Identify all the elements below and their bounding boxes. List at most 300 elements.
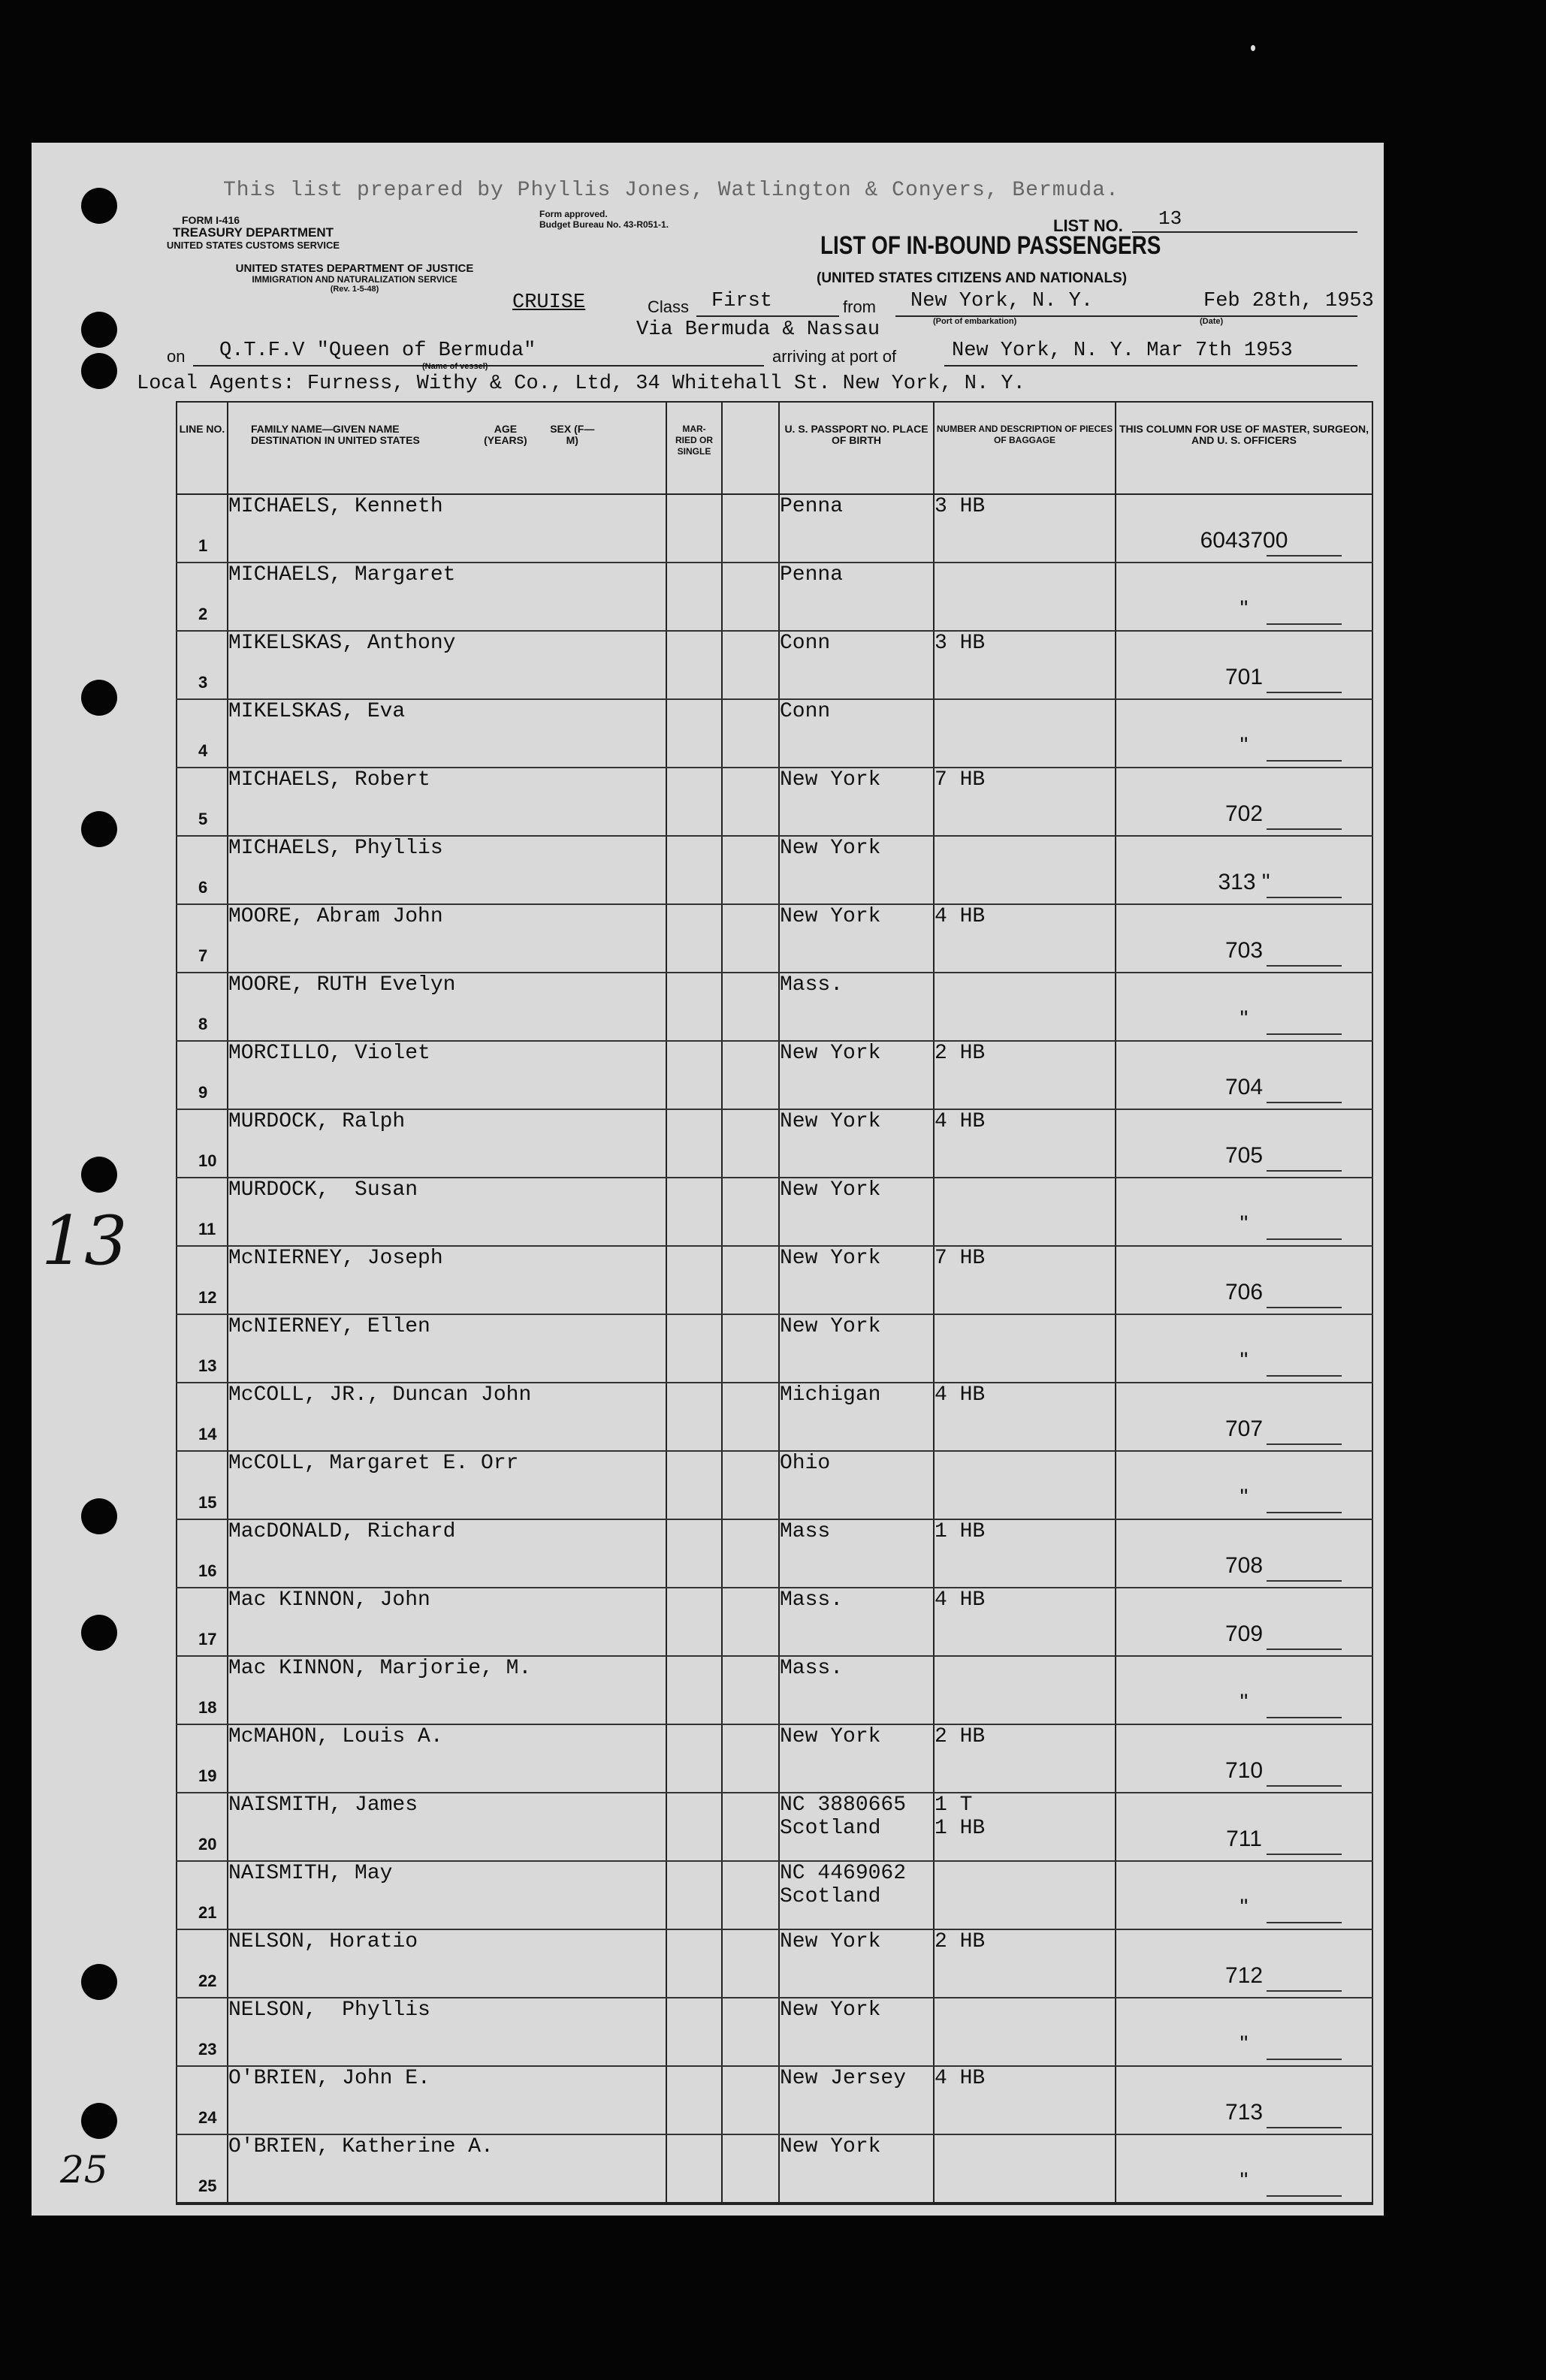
margin-list-number: 13: [41, 1202, 128, 1280]
class-value: First: [711, 290, 773, 312]
cell-place-text: Mass.: [780, 973, 844, 997]
cell-baggage-text: 1 T 1 HB: [935, 1793, 986, 1840]
cell-officer: [1116, 836, 1372, 904]
cell-line-no-text: 18: [198, 1698, 217, 1717]
cell-line-no-text: 5: [198, 810, 208, 828]
cell-place: [779, 1998, 934, 2066]
cell-officer: [1116, 1793, 1372, 1861]
cell-line-no-text: 9: [198, 1083, 208, 1102]
cell-baggage: [934, 1656, 1116, 1724]
cell-baggage: [934, 699, 1116, 768]
cell-line-no: [177, 494, 228, 563]
table-header: [177, 402, 1372, 494]
cell-name: [228, 1588, 666, 1656]
cell-line-no-text: 4: [198, 741, 208, 760]
col-line-no: LINE NO.: [177, 402, 228, 494]
cell-baggage-text: 4 HB: [935, 1110, 986, 1133]
list-no-value: 13: [1158, 207, 1182, 230]
justice-block: [174, 263, 535, 294]
cell-line-no-text: 17: [198, 1630, 217, 1649]
cell-name: [228, 1041, 666, 1109]
cell-unused: [722, 1861, 779, 1929]
cruise-label: CRUISE: [512, 291, 586, 314]
class-label: Class: [648, 297, 690, 316]
cell-line-no: [177, 1109, 228, 1178]
cell-place: [779, 836, 934, 904]
cell-name-text: Mac KINNON, Marjorie, M.: [228, 1657, 532, 1680]
cell-officer: [1116, 1109, 1372, 1178]
cell-name-text: MICHAELS, Kenneth: [228, 495, 443, 518]
from-value: New York, N. Y.: [910, 290, 1094, 312]
cell-name: [228, 1383, 666, 1451]
officer-underline: [1267, 1512, 1342, 1513]
cell-baggage: [934, 904, 1116, 973]
table-row: [177, 1861, 1372, 1929]
binder-hole: [81, 680, 117, 716]
cell-unused: [722, 563, 779, 631]
via-route: Via Bermuda & Nassau: [636, 318, 880, 341]
cell-line-no: [177, 768, 228, 836]
cell-married: [666, 1246, 722, 1314]
cell-line-no-text: 23: [198, 2040, 217, 2059]
cell-place: [779, 631, 934, 699]
officer-underline: [1267, 1922, 1342, 1923]
col-passport: U. S. PASSPORT NO. PLACE OF BIRTH: [779, 402, 934, 494]
cell-baggage-text: 4 HB: [935, 2067, 986, 2090]
cell-married: [666, 1519, 722, 1588]
officer-underline: [1267, 1102, 1342, 1103]
departure-date: Feb 28th, 1953: [1203, 290, 1374, 312]
table-row: [177, 768, 1372, 836]
cell-place: [779, 1246, 934, 1314]
col-sex-label: SEX (F—M): [550, 423, 595, 446]
cell-place-text: New York: [780, 905, 881, 928]
cell-baggage-text: 4 HB: [935, 905, 986, 928]
table-row: [177, 1929, 1372, 1998]
cell-place-text: Penna: [780, 495, 844, 518]
cell-officer: [1116, 1246, 1372, 1314]
cell-place: [779, 1109, 934, 1178]
table-row: [177, 1793, 1372, 1861]
officer-underline: [1267, 1717, 1342, 1718]
margin-bottom-number: 25: [60, 2148, 108, 2191]
cell-officer: [1116, 1588, 1372, 1656]
cell-name: [228, 1109, 666, 1178]
cell-place: [779, 1656, 934, 1724]
cell-married: [666, 1383, 722, 1451]
cell-officer: [1116, 973, 1372, 1041]
table-row: [177, 2134, 1372, 2204]
cell-name: [228, 1178, 666, 1246]
on-label: on: [167, 347, 186, 366]
cell-line-no-text: 14: [198, 1425, 217, 1443]
cell-baggage: [934, 1793, 1116, 1861]
cell-officer: [1116, 1929, 1372, 1998]
cell-place: [779, 1041, 934, 1109]
cell-married: [666, 1656, 722, 1724]
table-row: [177, 973, 1372, 1041]
binder-hole: [81, 1964, 117, 2000]
cell-married: [666, 494, 722, 563]
officer-underline: [1267, 1307, 1342, 1308]
officer-underline: [1267, 2195, 1342, 2197]
class-line: [696, 315, 839, 317]
cell-place: [779, 1519, 934, 1588]
cell-name-text: NAISMITH, James: [228, 1793, 418, 1817]
table-row: [177, 494, 1372, 563]
treasury-block: [129, 225, 377, 251]
cell-line-no: [177, 836, 228, 904]
cell-officer-text: 313 ": [1218, 870, 1270, 894]
cell-unused: [722, 1929, 779, 1998]
cell-line-no-text: 25: [198, 2176, 217, 2195]
officer-underline: [1267, 897, 1342, 898]
cell-baggage-text: 2 HB: [935, 1930, 986, 1953]
col-officers: THIS COLUMN FOR USE OF MASTER, SURGEON, AND U. S. OFFICERS: [1116, 402, 1372, 494]
binder-hole: [81, 1157, 117, 1193]
cell-married: [666, 1451, 722, 1519]
cell-officer: [1116, 1724, 1372, 1793]
cell-baggage-text: 7 HB: [935, 1247, 986, 1270]
cell-unused: [722, 631, 779, 699]
cell-name-text: NELSON, Phyllis: [228, 1998, 430, 2022]
cell-officer-text: ": [1240, 1006, 1249, 1031]
cell-baggage: [934, 836, 1116, 904]
cell-name: [228, 768, 666, 836]
budget-bureau: Budget Bureau No. 43-R051-1.: [539, 219, 669, 230]
cell-line-no-text: 16: [198, 1561, 217, 1580]
cell-baggage: [934, 1724, 1116, 1793]
table-row: [177, 699, 1372, 768]
cell-place-text: New York: [780, 768, 881, 792]
cell-baggage: [934, 1861, 1116, 1929]
cell-line-no: [177, 1519, 228, 1588]
cell-baggage-text: 4 HB: [935, 1588, 986, 1612]
binder-hole: [81, 2103, 117, 2139]
cell-name-text: MICHAELS, Robert: [228, 768, 430, 792]
cell-unused: [722, 1998, 779, 2066]
cell-place-text: Conn: [780, 700, 831, 723]
officer-underline: [1267, 623, 1342, 625]
cell-baggage-text: 3 HB: [935, 495, 986, 518]
cell-place-text: Penna: [780, 563, 844, 587]
table-body: [177, 494, 1372, 2204]
cell-line-no-text: 19: [198, 1766, 217, 1785]
cell-line-no: [177, 1041, 228, 1109]
cell-officer-text: 704: [1224, 1075, 1264, 1100]
cell-married: [666, 1998, 722, 2066]
cell-unused: [722, 1246, 779, 1314]
cell-name: [228, 2066, 666, 2134]
form-number: FORM I-416: [182, 214, 240, 226]
table-row: [177, 1383, 1372, 1451]
cell-line-no-text: 1: [198, 536, 208, 555]
cell-place: [779, 768, 934, 836]
cell-baggage: [934, 1178, 1116, 1246]
cell-officer: [1116, 1314, 1372, 1383]
cell-married: [666, 2066, 722, 2134]
cell-line-no: [177, 1998, 228, 2066]
cell-married: [666, 904, 722, 973]
cell-baggage: [934, 1383, 1116, 1451]
cell-officer: [1116, 563, 1372, 631]
cell-unused: [722, 2066, 779, 2134]
cell-place: [779, 1178, 934, 1246]
officer-underline: [1267, 1238, 1342, 1240]
cell-married: [666, 1929, 722, 1998]
treasury-dept: TREASURY DEPARTMENT: [172, 225, 334, 240]
cell-name: [228, 2134, 666, 2204]
cell-line-no: [177, 1656, 228, 1724]
cell-line-no: [177, 1724, 228, 1793]
cell-name-text: MICHAELS, Margaret: [228, 563, 456, 587]
table-row: [177, 1041, 1372, 1109]
cell-officer: [1116, 494, 1372, 563]
arriving-label: arriving at port of: [772, 347, 897, 366]
cell-officer: [1116, 1861, 1372, 1929]
cell-officer-text: 713: [1224, 2100, 1264, 2125]
passenger-table: [176, 401, 1373, 2205]
cell-place-text: New York: [780, 1315, 881, 1338]
cell-baggage: [934, 1314, 1116, 1383]
cell-unused: [722, 1793, 779, 1861]
cell-name: [228, 904, 666, 973]
cell-unused: [722, 1383, 779, 1451]
cell-name-text: NAISMITH, May: [228, 1862, 393, 1885]
table-row: [177, 1656, 1372, 1724]
cell-unused: [722, 2134, 779, 2204]
cell-officer-text: 6043700: [1200, 528, 1288, 553]
col-name: [228, 402, 666, 494]
form-subtitle: (UNITED STATES CITIZENS AND NATIONALS): [817, 270, 1128, 286]
list-no-label: LIST NO.: [1053, 216, 1123, 235]
form-approved-block: [539, 209, 669, 230]
cell-baggage-text: 2 HB: [935, 1042, 986, 1065]
cell-place: [779, 904, 934, 973]
form-approved: Form approved.: [539, 209, 608, 219]
cell-name: [228, 631, 666, 699]
col-baggage: NUMBER AND DESCRIPTION OF PIECES OF BAGGAGE: [934, 402, 1116, 494]
officer-underline: [1267, 1785, 1342, 1787]
cell-officer-text: 706: [1224, 1280, 1264, 1305]
table-row: [177, 1178, 1372, 1246]
cell-unused: [722, 1178, 779, 1246]
cell-officer-text: ": [1240, 1690, 1249, 1715]
cell-married: [666, 1041, 722, 1109]
officer-underline: [1267, 1854, 1342, 1855]
cell-line-no-text: 2: [198, 605, 208, 623]
col-married: [666, 402, 722, 494]
cell-name-text: MORCILLO, Violet: [228, 1042, 430, 1065]
cell-name: [228, 1861, 666, 1929]
cell-unused: [722, 1451, 779, 1519]
cell-officer: [1116, 904, 1372, 973]
cell-married: [666, 1178, 722, 1246]
cell-line-no-text: 10: [198, 1151, 217, 1170]
cell-place-text: New York: [780, 1178, 881, 1202]
cell-place-text: Mass.: [780, 1657, 844, 1680]
port-embarkation-label: (Port of embarkation): [933, 317, 1017, 326]
cell-officer-text: ": [1240, 2168, 1249, 2193]
cell-line-no-text: 3: [198, 673, 208, 692]
cell-name: [228, 1793, 666, 1861]
cell-place-text: Conn: [780, 632, 831, 655]
cell-married: [666, 2134, 722, 2204]
table-row: [177, 1998, 1372, 2066]
col-age-label: AGE (YEARS): [484, 423, 527, 446]
customs-service: UNITED STATES CUSTOMS SERVICE: [166, 240, 340, 251]
table-row: [177, 2066, 1372, 2134]
cell-line-no: [177, 1246, 228, 1314]
cell-line-no-text: 22: [198, 1971, 217, 1990]
table-row: [177, 1109, 1372, 1178]
cell-officer: [1116, 768, 1372, 836]
officer-underline: [1267, 1375, 1342, 1377]
cell-baggage: [934, 631, 1116, 699]
cell-name-text: MOORE, Abram John: [228, 905, 443, 928]
cell-name: [228, 699, 666, 768]
officer-underline: [1267, 555, 1342, 557]
cell-place-text: New York: [780, 1930, 881, 1953]
binder-hole: [81, 1615, 117, 1651]
cell-married: [666, 1724, 722, 1793]
cell-name: [228, 1519, 666, 1588]
cell-line-no-text: 11: [198, 1220, 216, 1238]
officer-underline: [1267, 1033, 1342, 1035]
binder-hole: [81, 188, 117, 224]
cell-officer-text: ": [1240, 733, 1249, 758]
cell-officer-text: 707: [1224, 1416, 1264, 1441]
cell-line-no-text: 13: [198, 1356, 217, 1375]
officer-underline: [1267, 692, 1342, 693]
cell-officer: [1116, 699, 1372, 768]
cell-place: [779, 1451, 934, 1519]
cell-place-text: Mass: [780, 1520, 831, 1543]
cell-line-no: [177, 699, 228, 768]
cell-married: [666, 1793, 722, 1861]
cell-unused: [722, 768, 779, 836]
cell-place: [779, 1793, 934, 1861]
cell-baggage-text: 4 HB: [935, 1383, 986, 1407]
table-row: [177, 1451, 1372, 1519]
cell-married: [666, 1314, 722, 1383]
cell-officer-text: 710: [1224, 1758, 1264, 1783]
cell-married: [666, 563, 722, 631]
table-row: [177, 836, 1372, 904]
cell-officer-text: ": [1240, 1348, 1249, 1373]
cell-officer-text: ": [1240, 1211, 1249, 1236]
cell-officer: [1116, 1451, 1372, 1519]
col-married-label: MAR-RIED OR SINGLE: [675, 424, 714, 457]
cell-officer-text: ": [1240, 2032, 1249, 2056]
cell-baggage-text: 2 HB: [935, 1725, 986, 1748]
cell-place-text: New York: [780, 1042, 881, 1065]
cell-line-no: [177, 2066, 228, 2134]
cell-line-no: [177, 1588, 228, 1656]
cell-unused: [722, 494, 779, 563]
cell-name-text: MURDOCK, Ralph: [228, 1110, 406, 1133]
cell-place: [779, 1861, 934, 1929]
cell-line-no-text: 21: [198, 1903, 217, 1922]
cell-place-text: New Jersey: [780, 2067, 907, 2090]
cell-unused: [722, 904, 779, 973]
cell-unused: [722, 699, 779, 768]
cell-place: [779, 2066, 934, 2134]
cell-officer: [1116, 1656, 1372, 1724]
cell-place: [779, 1314, 934, 1383]
cell-place-text: NC 3880665 Scotland: [780, 1793, 907, 1840]
cell-officer-text: 702: [1224, 801, 1264, 826]
cell-place-text: Mass.: [780, 1588, 844, 1612]
cell-name-text: Mac KINNON, John: [228, 1588, 430, 1612]
cell-line-no-text: 15: [198, 1493, 217, 1512]
cell-married: [666, 973, 722, 1041]
cell-unused: [722, 1519, 779, 1588]
cell-officer: [1116, 631, 1372, 699]
cell-baggage: [934, 1109, 1116, 1178]
cell-place-text: New York: [780, 1110, 881, 1133]
cell-officer-text: ": [1240, 1895, 1249, 1920]
local-agents: Local Agents: Furness, Withy & Co., Ltd, 34 Whitehall St. New York, N. Y.: [137, 373, 1025, 395]
cell-line-no: [177, 2134, 228, 2204]
cell-line-no: [177, 1178, 228, 1246]
justice-dept: UNITED STATES DEPARTMENT OF JUSTICE: [235, 262, 474, 275]
cell-married: [666, 631, 722, 699]
table-row: [177, 1519, 1372, 1588]
officer-underline: [1267, 828, 1342, 830]
cell-name-text: O'BRIEN, Katherine A.: [228, 2135, 494, 2158]
cell-officer-text: 708: [1224, 1553, 1264, 1578]
cell-place: [779, 1383, 934, 1451]
cell-married: [666, 699, 722, 768]
officer-underline: [1267, 760, 1342, 762]
cell-line-no: [177, 1383, 228, 1451]
cell-line-no-text: 20: [198, 1835, 217, 1854]
officer-underline: [1267, 1649, 1342, 1650]
arrival-port-date: New York, N. Y. Mar 7th 1953: [952, 339, 1293, 362]
cell-line-no-text: 12: [198, 1288, 217, 1307]
form-title: LIST OF IN-BOUND PASSENGERS: [820, 231, 1161, 260]
binder-hole: [81, 1498, 117, 1534]
immigration-service: IMMIGRATION AND NATURALIZATION SERVICE: [252, 274, 457, 285]
table-row: [177, 563, 1372, 631]
cell-officer: [1116, 2134, 1372, 2204]
cell-officer-text: 703: [1224, 938, 1264, 963]
cell-married: [666, 1109, 722, 1178]
cell-married: [666, 1861, 722, 1929]
cell-unused: [722, 836, 779, 904]
cell-baggage: [934, 1998, 1116, 2066]
cell-baggage: [934, 563, 1116, 631]
cell-officer-text: 709: [1224, 1621, 1264, 1646]
binder-hole: [81, 353, 117, 389]
col-unused: [722, 402, 779, 494]
cell-line-no-text: 8: [198, 1015, 208, 1033]
cell-place-text: New York: [780, 1247, 881, 1270]
cell-officer: [1116, 2066, 1372, 2134]
cell-unused: [722, 1109, 779, 1178]
cell-baggage-text: 1 HB: [935, 1520, 986, 1543]
cell-place-text: New York: [780, 1725, 881, 1748]
cell-baggage: [934, 2134, 1116, 2204]
cell-officer: [1116, 1041, 1372, 1109]
cell-married: [666, 836, 722, 904]
cell-married: [666, 1588, 722, 1656]
table-row: [177, 631, 1372, 699]
cell-name-text: McCOLL, JR., Duncan John: [228, 1383, 532, 1407]
cell-line-no-text: 7: [198, 946, 208, 965]
cell-line-no: [177, 1929, 228, 1998]
